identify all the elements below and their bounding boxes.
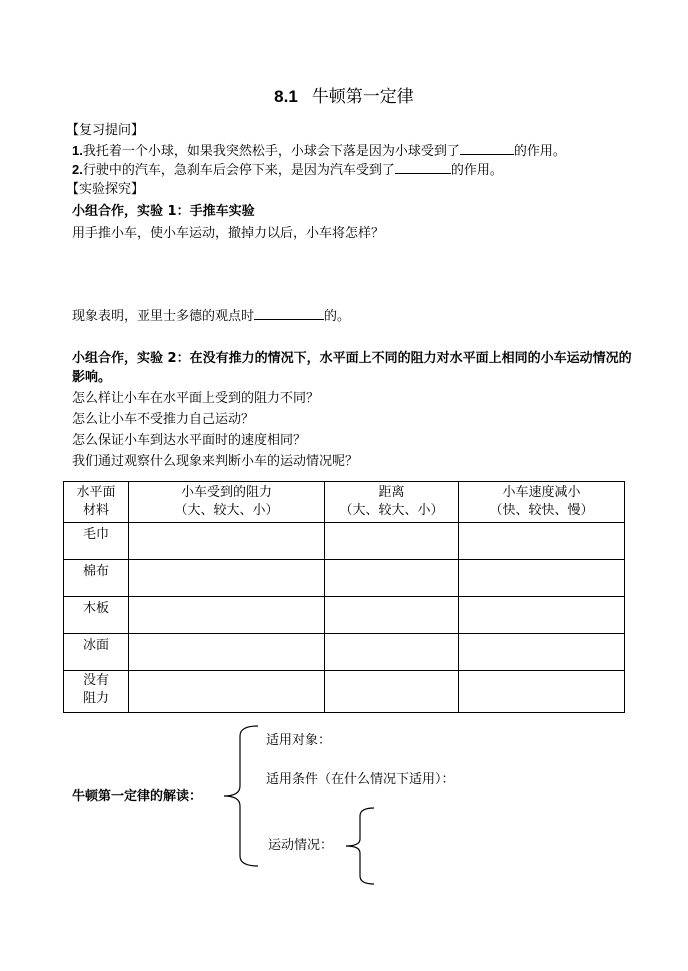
table-row bbox=[64, 671, 625, 713]
review-question-2 bbox=[72, 161, 503, 180]
answer-blank bbox=[254, 307, 324, 320]
header-line: （快、较快、慢） bbox=[489, 503, 594, 518]
header-surface bbox=[64, 482, 129, 523]
experiment-2-question: 怎么让小车不受推力自己运动？ bbox=[72, 412, 255, 427]
table-cell[interactable] bbox=[325, 523, 459, 560]
table-cell[interactable] bbox=[459, 671, 625, 713]
row-label-line: 阻力 bbox=[82, 691, 109, 706]
header-line: 小车速度减小 bbox=[502, 485, 581, 500]
row-label: 冰面 bbox=[64, 634, 129, 671]
applicable-object-label: 适用对象： bbox=[266, 733, 332, 748]
table-row bbox=[64, 634, 625, 671]
row-label: 木板 bbox=[64, 597, 129, 634]
results-table bbox=[63, 481, 625, 713]
header-line: （大、较大、小） bbox=[174, 503, 279, 518]
table-cell[interactable] bbox=[129, 523, 325, 560]
header-line: 距离 bbox=[378, 485, 405, 500]
header-line: 材料 bbox=[82, 503, 109, 518]
conclusion-text-end: 的。 bbox=[324, 309, 351, 324]
interpretation-label: 牛顿第一定律的解读： bbox=[72, 789, 203, 804]
header-distance bbox=[325, 482, 459, 523]
experiment-2-title: 小组合作，实验 2：在没有推力的情况下，水平面上不同的阻力对水平面上相同的小车运动情况的影响。 bbox=[72, 351, 632, 385]
experiment-1-question: 用手推小车，使小车运动，撤掉力以后，小车将怎样？ bbox=[72, 226, 385, 241]
small-curly-brace bbox=[338, 806, 378, 888]
header-speed-decrease bbox=[459, 482, 625, 523]
experiment-1-conclusion bbox=[72, 307, 350, 326]
table-cell[interactable] bbox=[129, 560, 325, 597]
table-header-row bbox=[64, 482, 625, 523]
header-line: 水平面 bbox=[76, 485, 116, 500]
table-cell[interactable] bbox=[325, 634, 459, 671]
question-text: 行驶中的汽车，急刹车后会停下来，是因为汽车受到了 bbox=[82, 163, 395, 178]
table-cell[interactable] bbox=[129, 597, 325, 634]
motion-state-label: 运动情况： bbox=[268, 838, 334, 853]
section-number: 8.1 bbox=[274, 87, 298, 106]
table-row bbox=[64, 560, 625, 597]
table-row bbox=[64, 597, 625, 634]
answer-blank bbox=[460, 142, 514, 155]
table-cell[interactable] bbox=[325, 597, 459, 634]
table-cell[interactable] bbox=[129, 634, 325, 671]
question-text-end: 的作用。 bbox=[450, 163, 503, 178]
row-label-line: 没有 bbox=[82, 673, 109, 688]
answer-blank bbox=[395, 161, 451, 174]
section-title: 牛顿第一定律 bbox=[311, 87, 414, 107]
table-cell[interactable] bbox=[325, 671, 459, 713]
question-text-end: 的作用。 bbox=[513, 144, 566, 159]
header-line: 小车受到的阻力 bbox=[180, 485, 272, 500]
experiment-2-question: 我们通过观察什么现象来判断小车的运动情况呢？ bbox=[72, 454, 359, 469]
row-label: 棉布 bbox=[64, 560, 129, 597]
table-cell[interactable] bbox=[459, 523, 625, 560]
table-row bbox=[64, 523, 625, 560]
table-cell[interactable] bbox=[459, 634, 625, 671]
question-number: 2. bbox=[72, 162, 83, 177]
table-cell[interactable] bbox=[325, 560, 459, 597]
header-resistance bbox=[129, 482, 325, 523]
table-cell[interactable] bbox=[459, 597, 625, 634]
table-cell[interactable] bbox=[459, 560, 625, 597]
table-cell[interactable] bbox=[129, 671, 325, 713]
large-curly-brace bbox=[214, 724, 264, 869]
question-number: 1. bbox=[72, 143, 83, 158]
conclusion-text: 现象表明，亚里士多德的观点时 bbox=[72, 309, 255, 324]
row-label: 毛巾 bbox=[64, 523, 129, 560]
experiment-2-question: 怎么样让小车在水平面上受到的阻力不同？ bbox=[72, 391, 320, 406]
row-label bbox=[64, 671, 129, 713]
applicable-condition-label: 适用条件（在什么情况下适用）： bbox=[266, 772, 455, 787]
page-title bbox=[0, 86, 688, 108]
review-heading: 【复习提问】 bbox=[66, 123, 145, 138]
experiment-1-title: 小组合作，实验 1：手推车实验 bbox=[72, 204, 255, 219]
review-question-1 bbox=[72, 142, 566, 161]
experiment-2-question: 怎么保证小车到达水平面时的速度相同？ bbox=[72, 433, 307, 448]
header-line: （大、较大、小） bbox=[339, 503, 444, 518]
explore-heading: 【实验探究】 bbox=[66, 182, 145, 197]
question-text: 我托着一个小球，如果我突然松手，小球会下落是因为小球受到了 bbox=[82, 144, 460, 159]
